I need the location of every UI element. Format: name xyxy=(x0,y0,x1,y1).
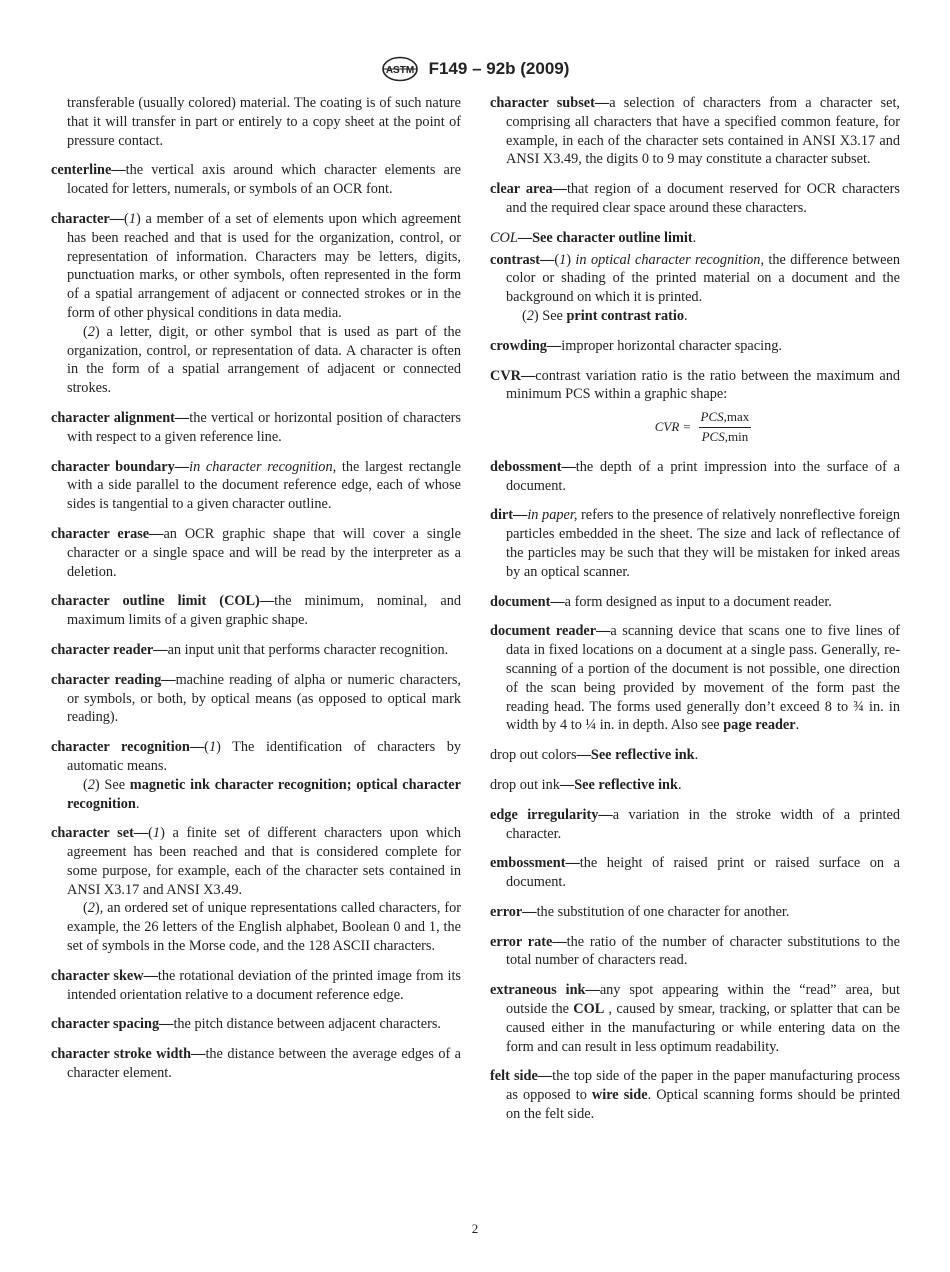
cvr-formula: CVR = $\frac{\text{PCS,max}}{\text{PCS,min}}$ xyxy=(654,409,750,444)
entry-character-set: character set—(1) a finite set of different characters upon which agreement has been reached and that is considered complete for some purpose, for example, each of the character sets contained in ANSI X3.17 and ANSI X3.49. (2), an ordered set of unique representations called characters, for example, the 26 letters of the English alphabet, Boolean 0 and 1, the set of symbols in the Morse code, and the 128 ASCII characters. xyxy=(51,825,462,955)
astm-logo-icon xyxy=(381,56,419,82)
entry-clear-area: clear area—that region of a document reserved for OCR characters and the required clear space around these characters. xyxy=(490,181,900,216)
entry-col: COL—See character outline limit. xyxy=(490,229,697,246)
entry-dirt: dirt—in paper, refers to the presence of relatively nonreflective foreign particles embedded in the sheet. The size and lack of reflectance of the particles may be such that they will be mistaken for inked areas by an optical scanner. xyxy=(490,507,900,580)
entry-embossment: embossment—the height of raised print or raised surface on a document. xyxy=(490,855,900,891)
entry-character-reader: character reader—an input unit that performs character recognition. xyxy=(51,641,449,658)
page-number: 2 xyxy=(471,1221,479,1236)
entry-cvr: CVR—contrast variation ratio is the ratio between the maximum and minimum PCS within a graphic shape: CVR = $\frac{\text{PCS,max}}{\text{PCS,min}}$ xyxy=(490,367,900,447)
entry-character-boundary: character boundary—in character recognition, the largest rectangle with a side parallel to the document reference edge, each of whose sides is tangential to a given character outline. xyxy=(51,458,461,513)
entry-error-rate: error rate—the ratio of the number of character substitutions to the total number of characters read. xyxy=(490,933,900,969)
left-column xyxy=(51,94,461,1094)
entry-character: character—(1) a member of a set of elements upon which agreement has been reached and that is used for the organization, control, or representation of information. Characters may be letters, digits, punctuation marks, or other symbols, often represented in the form of a spatial arrangement of adjacent or connected strokes or in the form of other physical conditions in data media. (2) a letter, digit, or other symbol that is used as part of the organization, control, or representation of data. A character is often in the form of a spatial arrangement of adjacent or connected strokes. xyxy=(51,210,461,397)
entry-error: error—the substitution of one character for another. xyxy=(490,903,790,920)
entry-character-spacing: character spacing—the pitch distance between adjacent characters. xyxy=(51,1016,441,1033)
entry-character-skew: character skew—the rotational deviation of the printed image from its intended orientation relative to a document reference edge. xyxy=(51,967,461,1003)
entry-drop-out-colors: drop out colors—See reflective ink. xyxy=(490,747,699,764)
entry-character-outline-limit: character outline limit (COL)—the minimum, nominal, and maximum limits of a given graphic shape. xyxy=(51,593,461,629)
entry-contrast: contrast—(1) in optical character recognition, the difference between color or shading of the printed material on a document and the background on which it is printed. (2) See print contrast ratio. xyxy=(490,251,900,324)
document-code: F149 – 92b (2009) xyxy=(428,59,570,78)
right-column xyxy=(490,94,900,1135)
entry-extraneous-ink: extraneous ink—any spot appearing within the “read” area, but outside the COL , caused by smear, tracking, or splatter that can be caused either in the manufacturing or while entering data on the form and can result in less optimum readability. xyxy=(490,982,901,1055)
entry-edge-irregularity: edge irregularity—a variation in the stroke width of a printed character. xyxy=(490,806,900,842)
logo-text: ASTM xyxy=(385,65,414,76)
entry-document-reader: document reader—a scanning device that scans one to five lines of data in fixed locations on a document at a single pass. Generally, re-scanning of a portion of the document is not possible, one direction of the scan being provided by movement of the form past the reading head. The forms used generally don’t exceed 8 to ¾ in. in width by 4 to ¼ in. in depth. Also see page reader. xyxy=(490,623,900,734)
entry-debossment: debossment—the depth of a print impression into the surface of a document. xyxy=(490,458,900,494)
entry-character-erase: character erase—an OCR graphic shape that will cover a single character or a single space and will be read by the interpreter as a deletion. xyxy=(51,525,461,580)
entry-document: document—a form designed as input to a document reader. xyxy=(490,593,832,610)
entry-character-alignment: character alignment—the vertical or horizontal position of characters with respect to a given reference line. xyxy=(51,409,461,445)
page-header xyxy=(0,56,950,84)
entry-character-stroke-width: character stroke width—the distance between the average edges of a character element. xyxy=(51,1046,461,1082)
entry-character-subset: character subset—a selection of characters from a character set, comprising all characters that have a specified common feature, for example, in each of the character sets contained in ANSI X3.17 and ANSI X3.49, the digits 0 to 9 may constitute a character subset. xyxy=(490,95,900,168)
entry-character-recognition: character recognition—(1) The identification of characters by automatic means. (2) See magnetic ink character recognition; optical character recognition. xyxy=(51,739,462,812)
entry-felt-side: felt side—the top side of the paper in the paper manufacturing process as opposed to wire side. Optical scanning forms should be printed on the felt side. xyxy=(490,1068,901,1123)
entry-centerline: centerline—the vertical axis around which character elements are located for letters, numerals, or symbols of an OCR font. xyxy=(51,162,461,198)
continuation-text: transferable (usually colored) material. The coating is of such nature that it will transfer in part or entirely to a copy sheet at the point of pressure contact. xyxy=(67,95,461,149)
entry-crowding: crowding—improper horizontal character spacing. xyxy=(490,337,782,354)
entry-character-reading: character reading—machine reading of alpha or numeric characters, or symbols, or both, by optical means (as opposed to optical mark reading). xyxy=(51,671,461,726)
entry-drop-out-ink: drop out ink—See reflective ink. xyxy=(490,776,682,793)
